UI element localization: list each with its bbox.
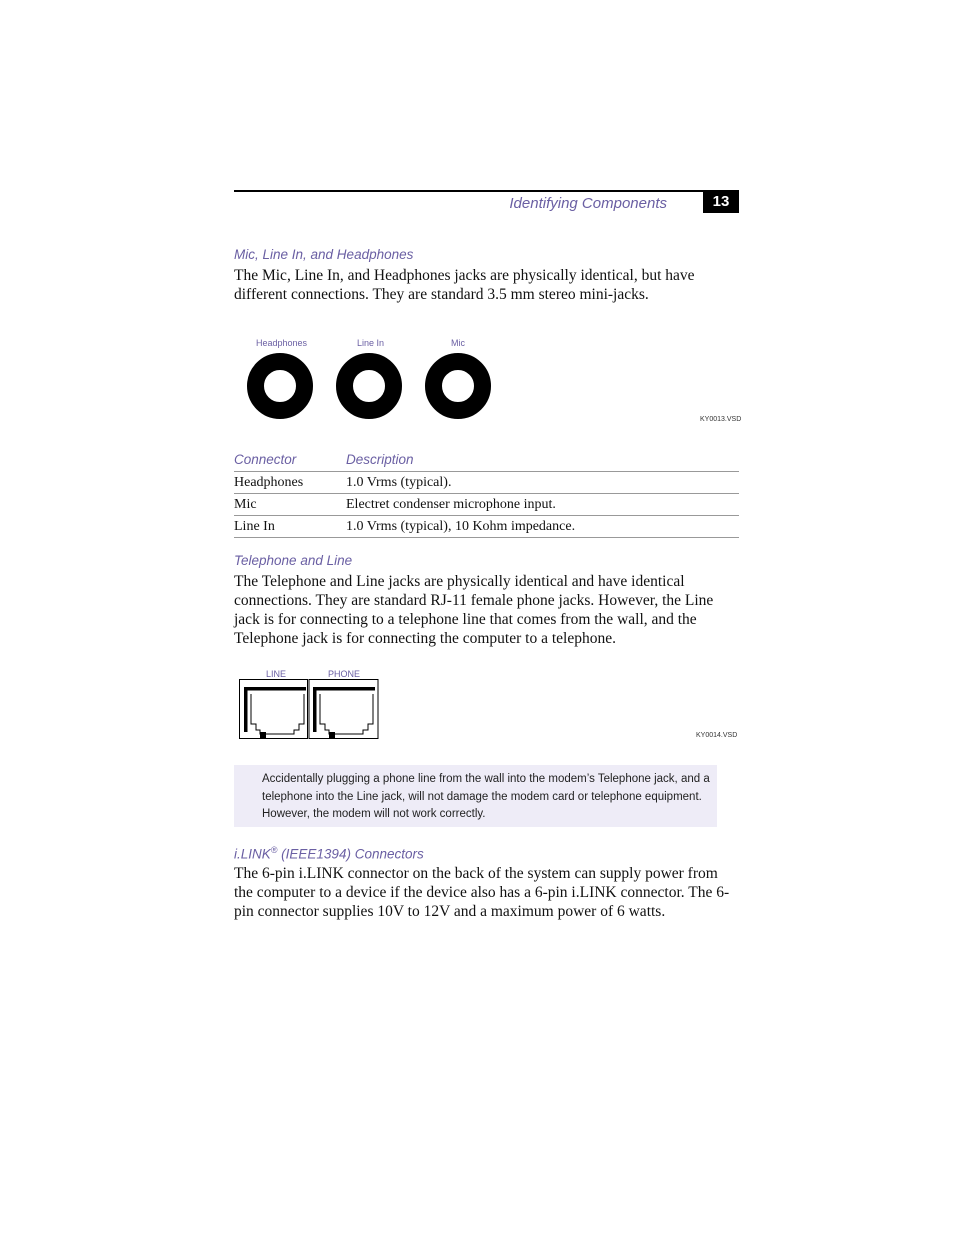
section-heading-ilink (234, 845, 424, 862)
table-row (234, 472, 739, 494)
figure-code: KY0013.VSD (700, 416, 742, 423)
headphones-jack-icon (256, 362, 305, 411)
section-heading-audio-jacks: Mic, Line In, and Headphones (234, 247, 414, 262)
figure-code: KY0014.VSD (696, 732, 738, 739)
connector-cell: Headphones (234, 472, 346, 494)
table-row (234, 494, 739, 516)
table-row (234, 516, 739, 538)
phone-jack-icon (309, 680, 378, 739)
audio-jacks-drawing (240, 350, 500, 425)
jack-label-line-in: Line In (357, 338, 385, 348)
description-cell: Electret condenser microphone input. (346, 494, 739, 516)
line-in-jack-icon (345, 362, 394, 411)
heading-ilink-rest: (IEEE1394) Connectors (277, 846, 424, 862)
line-jack-icon (240, 680, 308, 739)
column-header-connector: Connector (234, 450, 346, 472)
jack-label-headphones: Headphones (256, 338, 308, 348)
jack-label-line: LINE (266, 669, 287, 679)
connector-cell: Line In (234, 516, 346, 538)
registered-mark: ® (270, 845, 278, 855)
section-body-audio-jacks: The Mic, Line In, and Headphones jacks are physically identical, but have different connections. They are standard 3.5 mm stereo mini-jacks. (234, 267, 695, 303)
description-cell: 1.0 Vrms (typical). (346, 472, 739, 494)
section-body-ilink: The 6-pin i.LINK connector on the back of the system can supply power from the computer to a device if the device also has a 6-pin i.LINK connector. The 6-pin connector supplies 10V to 12V and a maximum power of 6 watts. (234, 865, 730, 920)
note-text: Accidentally plugging a phone line from the wall into the modem’s Telephone jack, and a telephone into the Line jack, will not damage the modem card or telephone equipment. However, the modem will not work correctly. (262, 773, 710, 820)
column-header-description: Description (346, 450, 739, 472)
heading-ilink-text: i.LINK (234, 846, 271, 862)
table-header-row (234, 450, 739, 472)
connector-table (234, 450, 739, 538)
section-heading-telephone: Telephone and Line (234, 553, 353, 568)
description-cell: 1.0 Vrms (typical), 10 Kohm impedance. (346, 516, 739, 538)
phone-jacks-drawing (238, 678, 380, 740)
header-rule (234, 190, 739, 192)
mic-jack-icon (434, 362, 483, 411)
connector-cell: Mic (234, 494, 346, 516)
jack-label-phone: PHONE (328, 669, 361, 679)
note-box (234, 765, 717, 827)
running-header-title: Identifying Components (509, 195, 667, 212)
jack-label-mic: Mic (451, 338, 465, 348)
page-number: 13 (703, 191, 739, 213)
section-body-telephone: The Telephone and Line jacks are physically identical and have identical connections. They are standard RJ-11 female phone jacks. However, the Line jack is for connecting to a telephone line that comes from the wall, and the Telephone jack is for connecting the computer to a telephone. (234, 573, 714, 647)
